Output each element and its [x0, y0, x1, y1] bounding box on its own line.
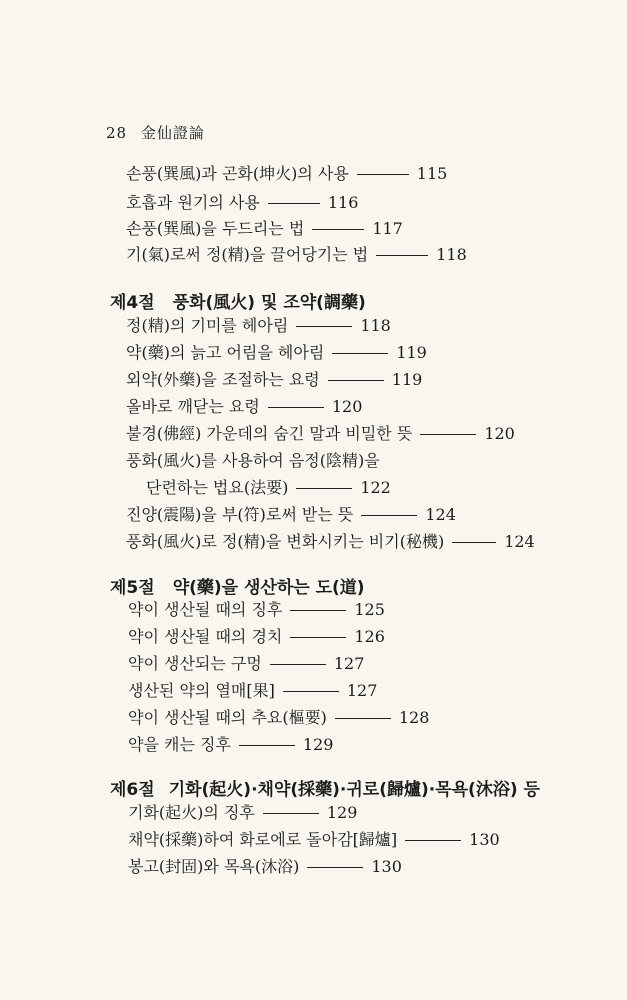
- toc-entry: 약을 캐는 징후 129: [128, 735, 334, 754]
- toc-entry: 풍화(風火)로 정(精)을 변화시키는 비기(秘機) 124: [126, 532, 535, 551]
- toc-entry: 불경(佛經) 가운데의 숨긴 말과 비밀한 뜻 120: [126, 424, 515, 443]
- toc-entry: 약이 생산될 때의 징후 125: [128, 600, 385, 619]
- toc-entry: 생산된 약의 열매[果] 127: [128, 681, 378, 700]
- toc-entry: 기(氣)로써 정(精)을 끌어당기는 법 118: [126, 245, 467, 264]
- toc-entry: 손풍(巽風)을 두드리는 법 117: [126, 219, 403, 238]
- toc-entry: 기화(起火)의 징후 129: [128, 803, 358, 822]
- toc-entry: 약(藥)의 늙고 어림을 헤아림 119: [126, 343, 427, 362]
- header-page-number: 28: [106, 124, 128, 142]
- toc-entry: 진양(震陽)을 부(符)로써 받는 뜻 124: [126, 505, 456, 524]
- toc-entry: 채약(採藥)하여 화로에로 돌아감[歸爐] 130: [128, 830, 500, 849]
- toc-entry: 약이 생산될 때의 추요(樞要) 128: [128, 708, 430, 727]
- toc-entry: 외약(外藥)을 조절하는 요령 119: [126, 370, 423, 389]
- header-book-title: 金仙證論: [140, 124, 205, 142]
- toc-entry: 올바로 깨닫는 요령 120: [126, 397, 363, 416]
- running-header: [106, 122, 205, 143]
- toc-entry: 손풍(巽風)과 곤화(坤火)의 사용 115: [126, 164, 448, 183]
- section-heading: 제6절 기화(起火)·채약(採藥)·귀로(歸爐)·목욕(沐浴) 등: [110, 780, 540, 800]
- toc-entry: 호흡과 원기의 사용 116: [126, 193, 359, 212]
- section-heading: 제4절 풍화(風火) 및 조약(調藥): [110, 293, 366, 313]
- toc-entry: 단련하는 법요(法要) 122: [146, 478, 391, 497]
- toc-entry: 봉고(封固)와 목욕(沐浴) 130: [128, 857, 402, 876]
- toc-entry: 풍화(風火)를 사용하여 음정(陰精)을: [126, 451, 380, 470]
- section-heading: 제5절 약(藥)을 생산하는 도(道): [110, 578, 365, 598]
- toc-entry: 정(精)의 기미를 헤아림 118: [126, 316, 391, 335]
- toc-entry: 약이 생산될 때의 경치 126: [128, 627, 385, 646]
- toc-entry: 약이 생산되는 구멍 127: [128, 654, 365, 673]
